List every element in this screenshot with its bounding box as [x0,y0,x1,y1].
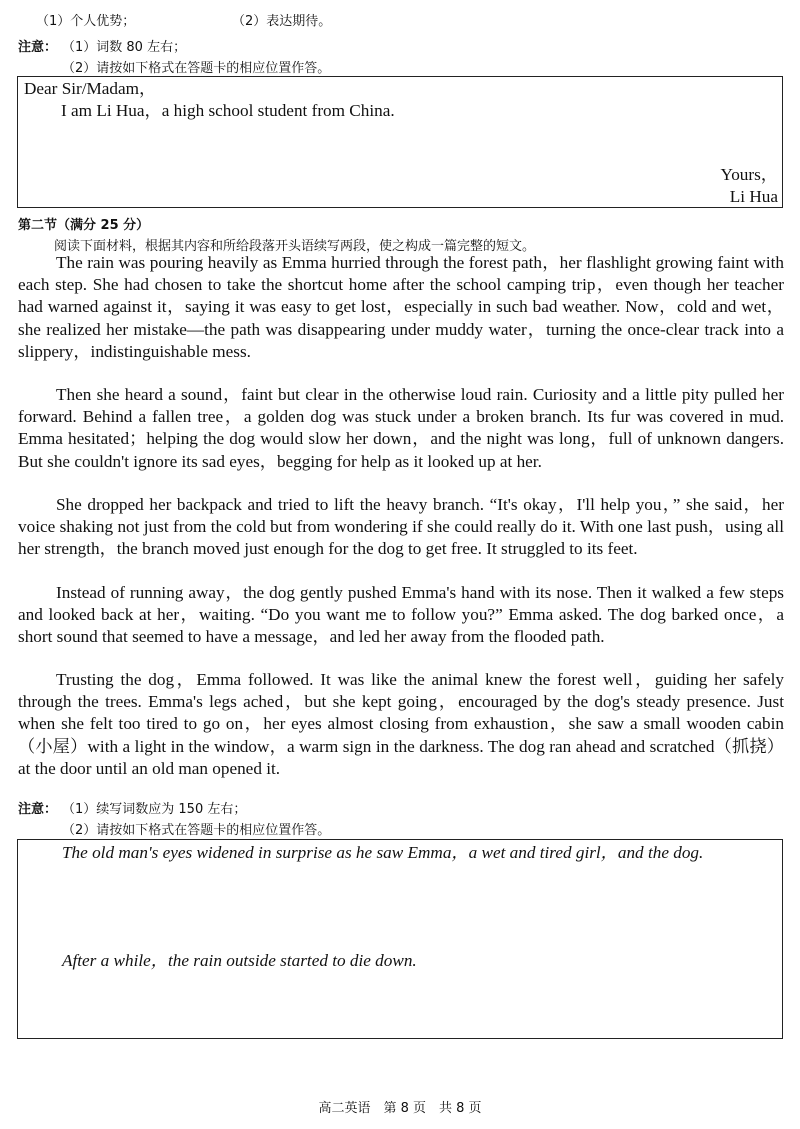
note1-label: 注意： [18,40,58,55]
story-paragraph-5: Trusting the dog，Emma followed. It was like the animal knew the forest well，guiding her safely through the trees. Emma's legs ached，but she kept going，encouraged by the dog's steady presence. Just when she felt too tired to go on，her eyes almost closing from exhaustion，she saw a small wooden cabin（小屋）with a light in the window，a warm sign in the darkness. The dog ran ahead and scratched（抓挠）at the door until an old man opened it. [18,670,784,778]
section2-title: 第二节（满分 25 分） [18,218,150,233]
continuation-second-sentence: After a while，the rain outside started to die down. [62,951,417,970]
story-paragraph-3: She dropped her backpack and tried to lift the heavy branch. “It's okay，I'll help you，” she said，her voice shaking not just from the cold but from wondering if she could really do it. With one last push，using all her strength，the branch moved just enough for the dog to get free. It struggled to its feet. [18,495,784,559]
item-personal-advantages: （1）个人优势； [36,14,136,29]
item-expectations: （2）表达期待。 [232,14,332,29]
note2-label: 注意： [18,802,58,817]
story-paragraph-2: Then she heard a sound，faint but clear in the otherwise loud rain. Curiosity and a little pity pulled her forward. Behind a fallen tree，a golden dog was stuck under a broken branch. Its fur was covered in mud. Emma hesitated；helping the dog would slow her down，and the night was long，full of unknown dangers. But she couldn't ignore its sad eyes，begging for help as it looked up at her. [18,385,784,471]
note1-line2: （2）请按如下格式在答题卡的相应位置作答。 [62,61,331,76]
letter-signature: Li Hua [729,187,778,206]
letter-salutation: Dear Sir/Madam， [24,79,157,98]
continuation-answer-box [17,839,783,1039]
section2-instruction: 阅读下面材料，根据其内容和所给段落开头语续写两段，使之构成一篇完整的短文。 [54,239,536,254]
page-footer: 高二英语 第 8 页 共 8 页 [318,1101,482,1116]
note2-line1: （1）续写词数应为 150 左右； [62,802,247,817]
story-paragraph-1: The rain was pouring heavily as Emma hurried through the forest path，her flashlight growing faint with each step. She had chosen to take the shortcut home after the school camping trip，even though her teacher had warned against it，saying it was easy to get lost，especially in such bad weather. Now，cold and wet，she realized her mistake—the path was disappearing under muddy water，turning the once-clear track into a slippery，indistinguishable mess. [18,253,784,361]
letter-answer-box [17,76,783,208]
story-paragraph-4: Instead of running away，the dog gently pushed Emma's hand with its nose. Then it walked a few steps and looked back at her，waiting. “Do you want me to follow you?” Emma asked. The dog barked once，a short sound that seemed to have a message，and led her away from the flooded path. [18,583,784,647]
continuation-first-sentence: The old man's eyes widened in surprise as he saw Emma，a wet and tired girl，and the dog. [62,843,704,862]
letter-opening: I am Li Hua，a high school student from China. [61,101,395,120]
note2-line2: （2）请按如下格式在答题卡的相应位置作答。 [62,823,331,838]
letter-closing: Yours， [720,165,778,184]
note1-line1: （1）词数 80 左右； [62,40,187,55]
